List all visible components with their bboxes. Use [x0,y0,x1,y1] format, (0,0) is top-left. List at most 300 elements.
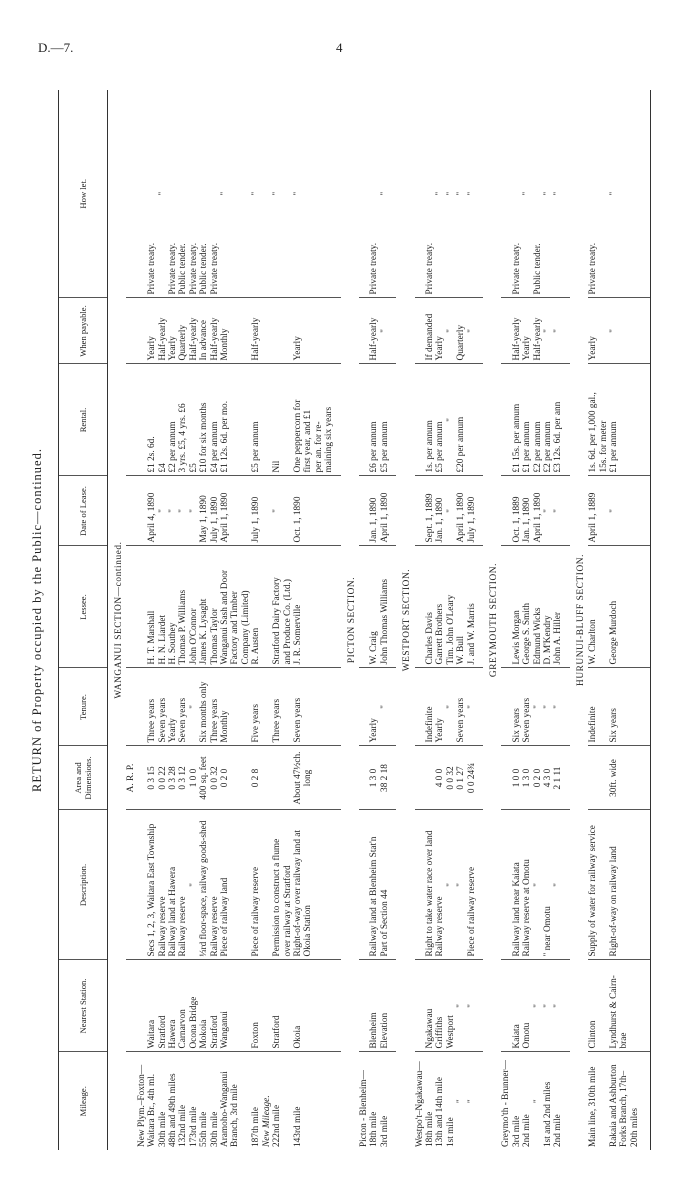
table-row [126,90,136,1150]
cell-description: " near Omotu [543,810,553,960]
cell-date: " [609,476,619,546]
cell-payable: " [543,298,553,364]
cell-area [137,746,147,810]
cell-date: May 1, 1890 [199,476,209,546]
cell-payable: Half-yearly [251,298,261,364]
cell-payable: Yearly [293,298,303,364]
cell-rental: £1 2s. 6d. [147,364,157,476]
cell-lessee: Thomas P. Williams [178,546,188,668]
cell-payable: Half-yearly [189,298,199,364]
cell-payable: Half-yearly [369,298,379,364]
table-row [158,90,168,1150]
cell-tenure: Seven years [293,668,303,746]
cell-howlet [359,90,369,298]
table-row [241,90,251,1150]
cell-tenure [303,668,313,746]
table-row [630,90,640,1150]
cell-station [230,960,240,1052]
cell-howlet [126,90,136,298]
cell-station [314,960,324,1052]
cell-date: Oct. 1, 1890 [293,476,303,546]
cell-description [137,810,147,960]
cell-payable: Half-yearly [210,298,220,364]
cell-station [359,960,369,1052]
section-heading-row [396,90,414,1150]
cell-payable [324,298,334,364]
cell-area: 0 0 32 [446,746,456,810]
cell-date: July 1, 1890 [210,476,220,546]
cell-area: long [303,746,313,810]
cell-mileage: Aramoho-Wanganui [220,1071,231,1147]
table-row [359,90,369,1150]
cell-howlet: " [435,90,445,298]
cell-date [241,476,251,546]
property-table [58,90,651,1150]
table-row [314,90,324,1150]
cell-station: " [467,960,477,1052]
table-row [147,90,157,1150]
cell-rental: £1 per annum [522,364,532,476]
cell-description: Railway land at Blenheim Stat'n [369,810,379,960]
section-heading: WESTPORT SECTION. [402,568,413,672]
cell-howlet [303,90,313,298]
cell-date [303,476,313,546]
cell-area [230,746,240,810]
cell-tenure: " [543,668,553,746]
cell-station [283,960,293,1052]
table-row [553,90,563,1150]
column-header: Mileage. [59,1052,108,1150]
cell-tenure: Three years [210,668,220,746]
cell-lessee [415,546,425,668]
table-row [456,90,466,1150]
cell-rental: first year, and £1 [303,364,313,476]
cell-payable: Monthly [220,298,230,364]
table-row [415,90,425,1150]
cell-description [230,810,240,960]
cell-station: Stratford [272,960,282,1052]
cell-date: April 4, 1890 [147,476,157,546]
cell-station [324,960,334,1052]
cell-date: " [178,476,188,546]
cell-date [630,476,640,546]
cell-tenure [230,668,240,746]
cell-tenure: Three years [272,668,282,746]
cell-rental: 3 yrs. £5, 4 yrs. £6 [178,364,188,476]
cell-payable: Half-yearly [512,298,522,364]
cell-description: Railway land near Kaiata [512,810,522,960]
cell-lessee: R. Austen [251,546,261,668]
cell-description: Piece of railway reserve [467,810,477,960]
table-row [619,90,629,1150]
table-row [543,90,553,1150]
cell-description: " [553,810,563,960]
cell-lessee: J. and W. Marris [467,546,477,668]
cell-date: " [553,476,563,546]
cell-mileage [599,1052,609,1150]
cell-tenure [283,668,293,746]
cell-description [599,810,609,960]
cell-station: Stratford [210,960,220,1052]
cell-mileage: 143rd mile [292,1106,303,1147]
cell-station: Kaiata [512,960,522,1052]
cell-tenure: Yearly [435,668,445,746]
cell-date [126,476,136,546]
cell-description: " [189,810,199,960]
cell-mileage: New Mileage. [261,1095,272,1147]
cell-payable: " [380,298,390,364]
cell-description [314,810,324,960]
cell-date: " [158,476,168,546]
cell-description: Part of Section 44 [380,810,390,960]
cell-rental: Nil [272,364,282,476]
cell-area: 4 3 0 [543,746,553,810]
cell-howlet: Public tender. [533,90,543,298]
cell-rental: 1s. 6d. per 1,000 gal., [588,364,598,476]
cell-area: 0 2 0 [533,746,543,810]
cell-howlet: Private treaty. [369,90,379,298]
cell-howlet: " [293,90,303,298]
cell-howlet: " [522,90,532,298]
cell-mileage: Rakaia and Ashburton [609,1064,620,1147]
column-header: When payable. [59,298,108,364]
table-row [533,90,543,1150]
table-row [467,90,477,1150]
cell-rental [501,364,511,476]
cell-rental: per an. for re- [314,364,324,476]
cell-station: " [456,960,466,1052]
cell-lessee [303,546,313,668]
section-heading: PICTON SECTION. [346,576,357,664]
cell-date: " [446,476,456,546]
cell-date [262,476,272,546]
cell-date: Jan. 1, 1890 [522,476,532,546]
cell-howlet [630,90,640,298]
cell-rental: £20 per annum [456,364,466,476]
cell-tenure [126,668,136,746]
cell-mileage [314,1052,324,1150]
cell-mileage [324,1052,334,1150]
cell-rental: One peppercorn for [293,364,303,476]
cell-area [501,746,511,810]
section-heading-row [570,90,588,1150]
cell-date: " [272,476,282,546]
section-heading: GREYMOUTH SECTION. [489,562,499,678]
cell-station: Hawera [168,960,178,1052]
cell-lessee: W. Bull [456,546,466,668]
cell-mileage [241,1052,251,1150]
table-row [168,90,178,1150]
table-row [369,90,379,1150]
cell-date [415,476,425,546]
cell-mileage: 2nd mile [522,1114,533,1147]
cell-description: " [446,810,456,960]
cell-howlet: Private treaty. [588,90,598,298]
page-number: 4 [336,40,343,55]
table-row [425,90,435,1150]
cell-station [630,960,640,1052]
cell-mileage: 18th mile [369,1111,380,1147]
column-header: Area and Dimensions. [59,746,108,810]
cell-lessee: John O'Connor [189,546,199,668]
cell-station: Carnarvon [178,960,188,1052]
cell-area [324,746,334,810]
cell-howlet: Private treaty. [210,90,220,298]
cell-howlet: " [446,90,456,298]
cell-howlet [324,90,334,298]
cell-date: Jan. 1, 1890 [369,476,379,546]
cell-payable: Yearly [168,298,178,364]
cell-station [599,960,609,1052]
cell-lessee: Tim. John O'Leary [446,546,456,668]
cell-rental: £2 per annum [168,364,178,476]
cell-howlet [599,90,609,298]
table-row [522,90,532,1150]
cell-description [619,810,629,960]
cell-payable: Half-yearly [533,298,543,364]
cell-mileage: 55th mile [199,1111,210,1147]
cell-mileage: 132nd mile [178,1104,189,1147]
cell-station [303,960,313,1052]
cell-rental [630,364,640,476]
cell-station: " [533,960,543,1052]
cell-lessee [324,546,334,668]
cell-mileage: 18th mile [424,1111,435,1147]
cell-area: 1 3 0 [369,746,379,810]
cell-tenure: Five years [251,668,261,746]
cell-tenure: Yearly [369,668,379,746]
cell-rental [137,364,147,476]
cell-rental: £3 12s. 6d. per ann [553,364,563,476]
cell-area [283,746,293,810]
table-row [609,90,619,1150]
cell-description: Supply of water for railway service [588,810,598,960]
cell-station: brae [619,960,629,1052]
cell-lessee [262,546,272,668]
cell-howlet: " [609,90,619,298]
cell-rental: 15s. for meter [599,364,609,476]
table-row [262,90,272,1150]
cell-payable [303,298,313,364]
cell-area: 2 1 11 [553,746,563,810]
cell-station: Mokoia [199,960,209,1052]
cell-date: Sept. 1, 1889 [425,476,435,546]
cell-description: ⅓rd floor-space, railway goods-shed [199,810,209,960]
cell-rental [359,364,369,476]
cell-lessee [137,546,147,668]
table-row [501,90,511,1150]
cell-lessee: Lewis Morgan [512,546,522,668]
cell-area [262,746,272,810]
cell-description [126,810,136,960]
cell-payable [262,298,272,364]
cell-tenure: Seven years [456,668,466,746]
cell-rental: £5 per annum [380,364,390,476]
cell-rental: £1 per annum [609,364,619,476]
cell-mileage: 173rd mile [188,1106,199,1147]
cell-payable [314,298,324,364]
cell-tenure: Seven years [522,668,532,746]
cell-tenure: Three years [147,668,157,746]
cell-lessee: Stratford Dairy Factory [272,546,282,668]
cell-tenure: Indefinite [425,668,435,746]
cell-tenure [630,668,640,746]
cell-area [588,746,598,810]
cell-description: Railway reserve [178,810,188,960]
cell-area: 0 0 32 [210,746,220,810]
cell-mileage [303,1052,313,1150]
cell-area: 0 3 12 [178,746,188,810]
cell-mileage: Main line, 310th mile [588,1066,599,1147]
cell-howlet [501,90,511,298]
cell-howlet: Private treaty. [168,90,178,298]
cell-area [599,746,609,810]
cell-payable [283,298,293,364]
cell-payable [230,298,240,364]
cell-howlet: " [553,90,563,298]
cell-howlet: Private treaty. [512,90,522,298]
cell-description [630,810,640,960]
cell-tenure [359,668,369,746]
column-header: Nearest Station. [59,960,108,1052]
cell-howlet: Private treaty. [425,90,435,298]
cell-rental [126,364,136,476]
cell-description [241,810,251,960]
cell-payable: Yearly [147,298,157,364]
table-row [446,90,456,1150]
cell-payable: Yearly [435,298,445,364]
cell-lessee [619,546,629,668]
cell-station: Lyndhurst & Cairn- [609,960,619,1052]
cell-rental: £4 [158,364,168,476]
cell-area: 4 0 0 [435,746,445,810]
cell-date: April 1, 1890 [456,476,466,546]
cell-howlet [619,90,629,298]
cell-lessee: H. N. Liardet [158,546,168,668]
cell-mileage: 2nd mile [553,1114,564,1147]
cell-description: Piece of railway land [220,810,230,960]
cell-area [630,746,640,810]
cell-payable: Yearly [522,298,532,364]
cell-tenure: Seven years [158,668,168,746]
cell-howlet: Public tender. [199,90,209,298]
cell-payable [630,298,640,364]
table-header-row [59,90,108,1150]
cell-description: over railway at Stratford [283,810,293,960]
cell-rental [241,364,251,476]
cell-rental: £1 15s. per annum [512,364,522,476]
table-row [283,90,293,1150]
cell-description: Okoia Station [303,810,313,960]
cell-date [619,476,629,546]
table-row [512,90,522,1150]
cell-mileage: " [532,1099,543,1104]
cell-mileage: Picton - Blenheim— [358,1070,369,1147]
cell-tenure [619,668,629,746]
cell-lessee [314,546,324,668]
cell-station [137,960,147,1052]
cell-lessee: George S. Smith [522,546,532,668]
cell-mileage: 48th and 49th miles [168,1073,179,1147]
column-header: How let. [59,90,108,298]
cell-howlet: Private treaty. [189,90,199,298]
cell-tenure [415,668,425,746]
cell-tenure: " [380,668,390,746]
cell-lessee: Thomas Taylor [210,546,220,668]
cell-date: July 1, 1890 [467,476,477,546]
cell-tenure [324,668,334,746]
section-heading-row [341,90,359,1150]
cell-tenure [241,668,251,746]
cell-mileage: 187th mile [251,1106,262,1147]
cell-lessee: W. Craig [369,546,379,668]
cell-description: " [533,810,543,960]
page-code: D.—7. [38,40,74,55]
cell-payable: If demanded [425,298,435,364]
cell-lessee: John Thomas Williams [380,546,390,668]
cell-description [262,810,272,960]
cell-payable [126,298,136,364]
cell-howlet: " [467,90,477,298]
cell-station: Blenheim [369,960,379,1052]
cell-rental: £5 per annum [435,364,445,476]
cell-area: 0 1 27 [456,746,466,810]
cell-rental: £5 per annum [251,364,261,476]
cell-mileage: Greymo'th - Brunner— [501,1060,512,1147]
cell-area [314,746,324,810]
cell-area: 0 0 24¾ [467,746,477,810]
cell-description: Right-of-way on railway land [609,810,619,960]
cell-payable: Half-yearly [158,298,168,364]
cell-rental [619,364,629,476]
cell-howlet: " [220,90,230,298]
table-row [599,90,609,1150]
section-heading-row [108,90,127,1150]
cell-mileage: 30th mile [209,1111,220,1147]
cell-station [501,960,511,1052]
cell-area: 400 sq. feet [199,746,209,810]
cell-station: " [543,960,553,1052]
cell-station: Griffiths [435,960,445,1052]
cell-payable: In advance [199,298,209,364]
table-row [293,90,303,1150]
cell-lessee: Charles Davis [425,546,435,668]
cell-howlet: " [272,90,282,298]
cell-date [324,476,334,546]
cell-area: 0 2 0 [220,746,230,810]
cell-station: " [553,960,563,1052]
page-title: RETURN of Property occupied by the Public—continued. [30,448,44,792]
cell-rental [467,364,477,476]
cell-area [272,746,282,810]
cell-station: Stratford [158,960,168,1052]
cell-tenure [314,668,324,746]
cell-mileage: 30th mile [157,1111,168,1147]
cell-lessee: J. R. Somerville [293,546,303,668]
cell-date [230,476,240,546]
cell-date: " [168,476,178,546]
cell-rental: £2 per annum [543,364,553,476]
cell-rental: £6 per annum [369,364,379,476]
table-row [251,90,261,1150]
cell-rental [283,364,293,476]
cell-lessee: Wanganui Sash and Door [220,546,230,668]
cell-date: April 1, 1890 [220,476,230,546]
cell-howlet [241,90,251,298]
cell-lessee [359,546,369,668]
table-row [189,90,199,1150]
cell-payable [501,298,511,364]
